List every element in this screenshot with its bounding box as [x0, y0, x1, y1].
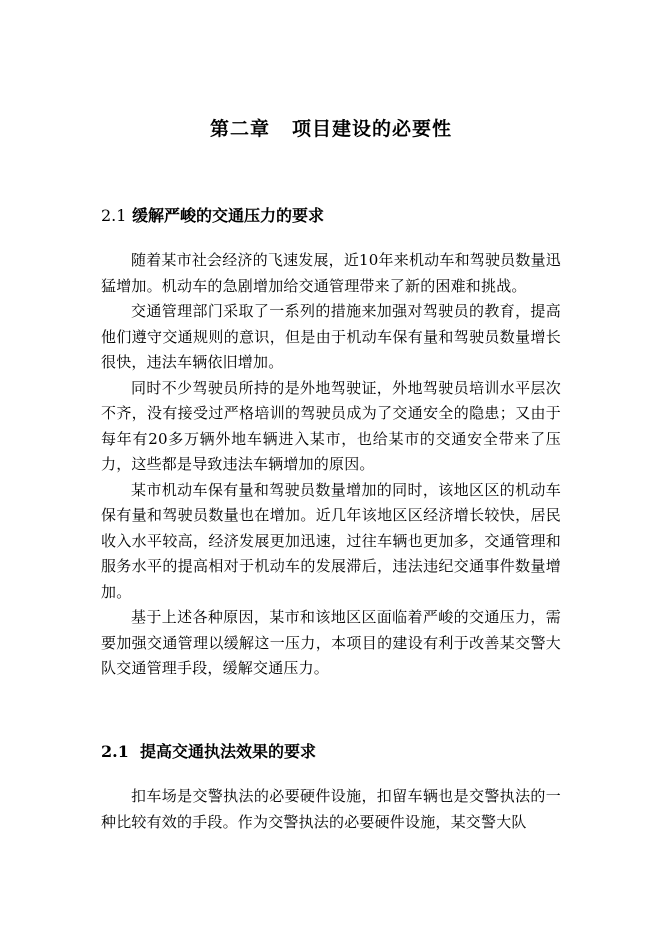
paragraph: 某市机动车保有量和驾驶员数量增加的同时，该地区区的机动车保有量和驾驶员数量也在增加。近几年该地区区经济增长较快，居民收入水平较高，经济发展更加迅速，过往车辆也更加多，交通管理和服务水平的提高相对于机动车的发展滞后，违法违纪交通事件数量增加。 [101, 480, 561, 601]
section-body-enforcement [101, 784, 561, 835]
paragraph: 扣车场是交警执法的必要硬件设施，扣留车辆也是交警执法的一种比较有效的手段。作为交警执法的必要硬件设施，某交警大队 [101, 787, 561, 831]
paragraph: 同时不少驾驶员所持的是外地驾驶证，外地驾驶员培训水平层次不齐，没有接受过严格培训的驾驶员成为了交通安全的隐患；又由于每年有20多万辆外地车辆进入某市，也给某市的交通安全带来了压力，这些都是导致违法车辆增加的原因。 [101, 378, 561, 473]
paragraph: 随着某市社会经济的飞速发展，近10年来机动车和驾驶员数量迅猛增加。机动车的急剧增加给交通管理带来了新的困难和挑战。 [101, 251, 561, 295]
chapter-title [0, 114, 662, 141]
paragraph: 交通管理部门采取了一系列的措施来加强对驾驶员的教育，提高他们遵守交通规则的意识，但是由于机动车保有量和驾驶员数量增长很快，违法车辆依旧增加。 [101, 302, 561, 371]
section-body-traffic-pressure [101, 248, 561, 682]
section-heading-2-1-enforcement [101, 739, 316, 762]
chapter-title-text: 项目建设的必要性 [292, 118, 453, 140]
section-title: 缓解严峻的交通压力的要求 [132, 206, 325, 225]
section-number: 2.1 [101, 206, 127, 225]
section-heading-2-1-traffic-pressure [101, 203, 324, 226]
section-title: 提高交通执法效果的要求 [139, 742, 316, 761]
paragraph: 基于上述各种原因，某市和该地区区面临着严峻的交通压力，需要加强交通管理以缓解这一压力，本项目的建设有利于改善某交警大队交通管理手段，缓解交通压力。 [101, 608, 561, 677]
chapter-label: 第二章 [209, 118, 270, 140]
section-number: 2.1 [101, 742, 129, 761]
